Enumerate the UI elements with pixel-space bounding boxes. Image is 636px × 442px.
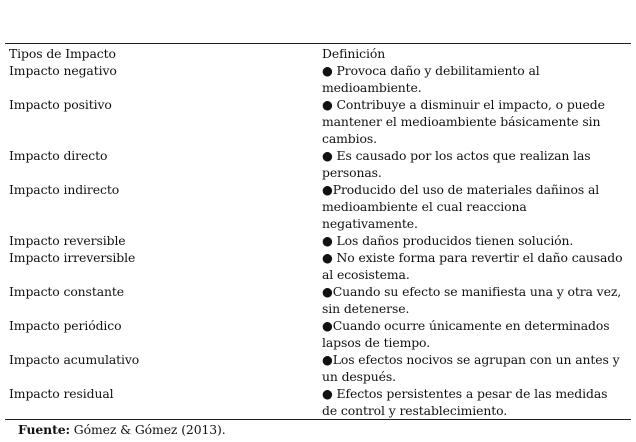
impact-table — [5, 44, 631, 419]
table-row — [5, 62, 631, 96]
source-text: Gómez & Gómez (2013). — [69, 422, 226, 437]
impact-definition: ● No existe forma para revertir el daño causado al ecosistema. — [322, 250, 623, 282]
table-row — [5, 317, 631, 351]
table-row — [5, 385, 631, 419]
impact-type: Impacto periódico — [9, 318, 122, 333]
table-row — [5, 181, 631, 232]
header-definition: Definición — [322, 46, 386, 61]
table-row — [5, 147, 631, 181]
impact-type: Impacto reversible — [9, 233, 126, 248]
impact-definition: ● Provoca daño y debilitamiento al medioambiente. — [322, 63, 540, 95]
table-row — [5, 249, 631, 283]
impact-definition: ●Producido del uso de materiales dañinos al medioambiente el cual reacciona negativamente. — [322, 182, 600, 231]
source-label: Fuente: — [18, 422, 70, 437]
impact-type: Impacto constante — [9, 284, 124, 299]
table-row — [5, 232, 631, 249]
impact-definition: ●Los efectos nocivos se agrupan con un antes y un después. — [322, 352, 620, 384]
table-header-row — [5, 44, 631, 62]
impact-definition: ● Contribuye a disminuir el impacto, o puede mantener el medioambiente básicamente sin cambios. — [322, 97, 605, 146]
table-row — [5, 96, 631, 147]
impact-definition: ● Es causado por los actos que realizan las personas. — [322, 148, 591, 180]
impact-type: Impacto negativo — [9, 63, 117, 78]
impact-definition: ●Cuando ocurre únicamente en determinados lapsos de tiempo. — [322, 318, 610, 350]
impact-types-table — [5, 43, 631, 420]
impact-type: Impacto irreversible — [9, 250, 136, 265]
header-type: Tipos de Impacto — [9, 46, 116, 61]
impact-definition: ● Efectos persistentes a pesar de las medidas de control y restablecimiento. — [322, 386, 608, 418]
impact-definition: ● Los daños producidos tienen solución. — [322, 233, 574, 248]
impact-type: Impacto residual — [9, 386, 114, 401]
source-citation — [18, 421, 226, 438]
table-row — [5, 351, 631, 385]
impact-definition: ●Cuando su efecto se manifiesta una y otra vez, sin detenerse. — [322, 284, 622, 316]
table-row — [5, 283, 631, 317]
impact-type: Impacto acumulativo — [9, 352, 140, 367]
impact-type: Impacto positivo — [9, 97, 112, 112]
impact-type: Impacto directo — [9, 148, 108, 163]
impact-type: Impacto indirecto — [9, 182, 120, 197]
